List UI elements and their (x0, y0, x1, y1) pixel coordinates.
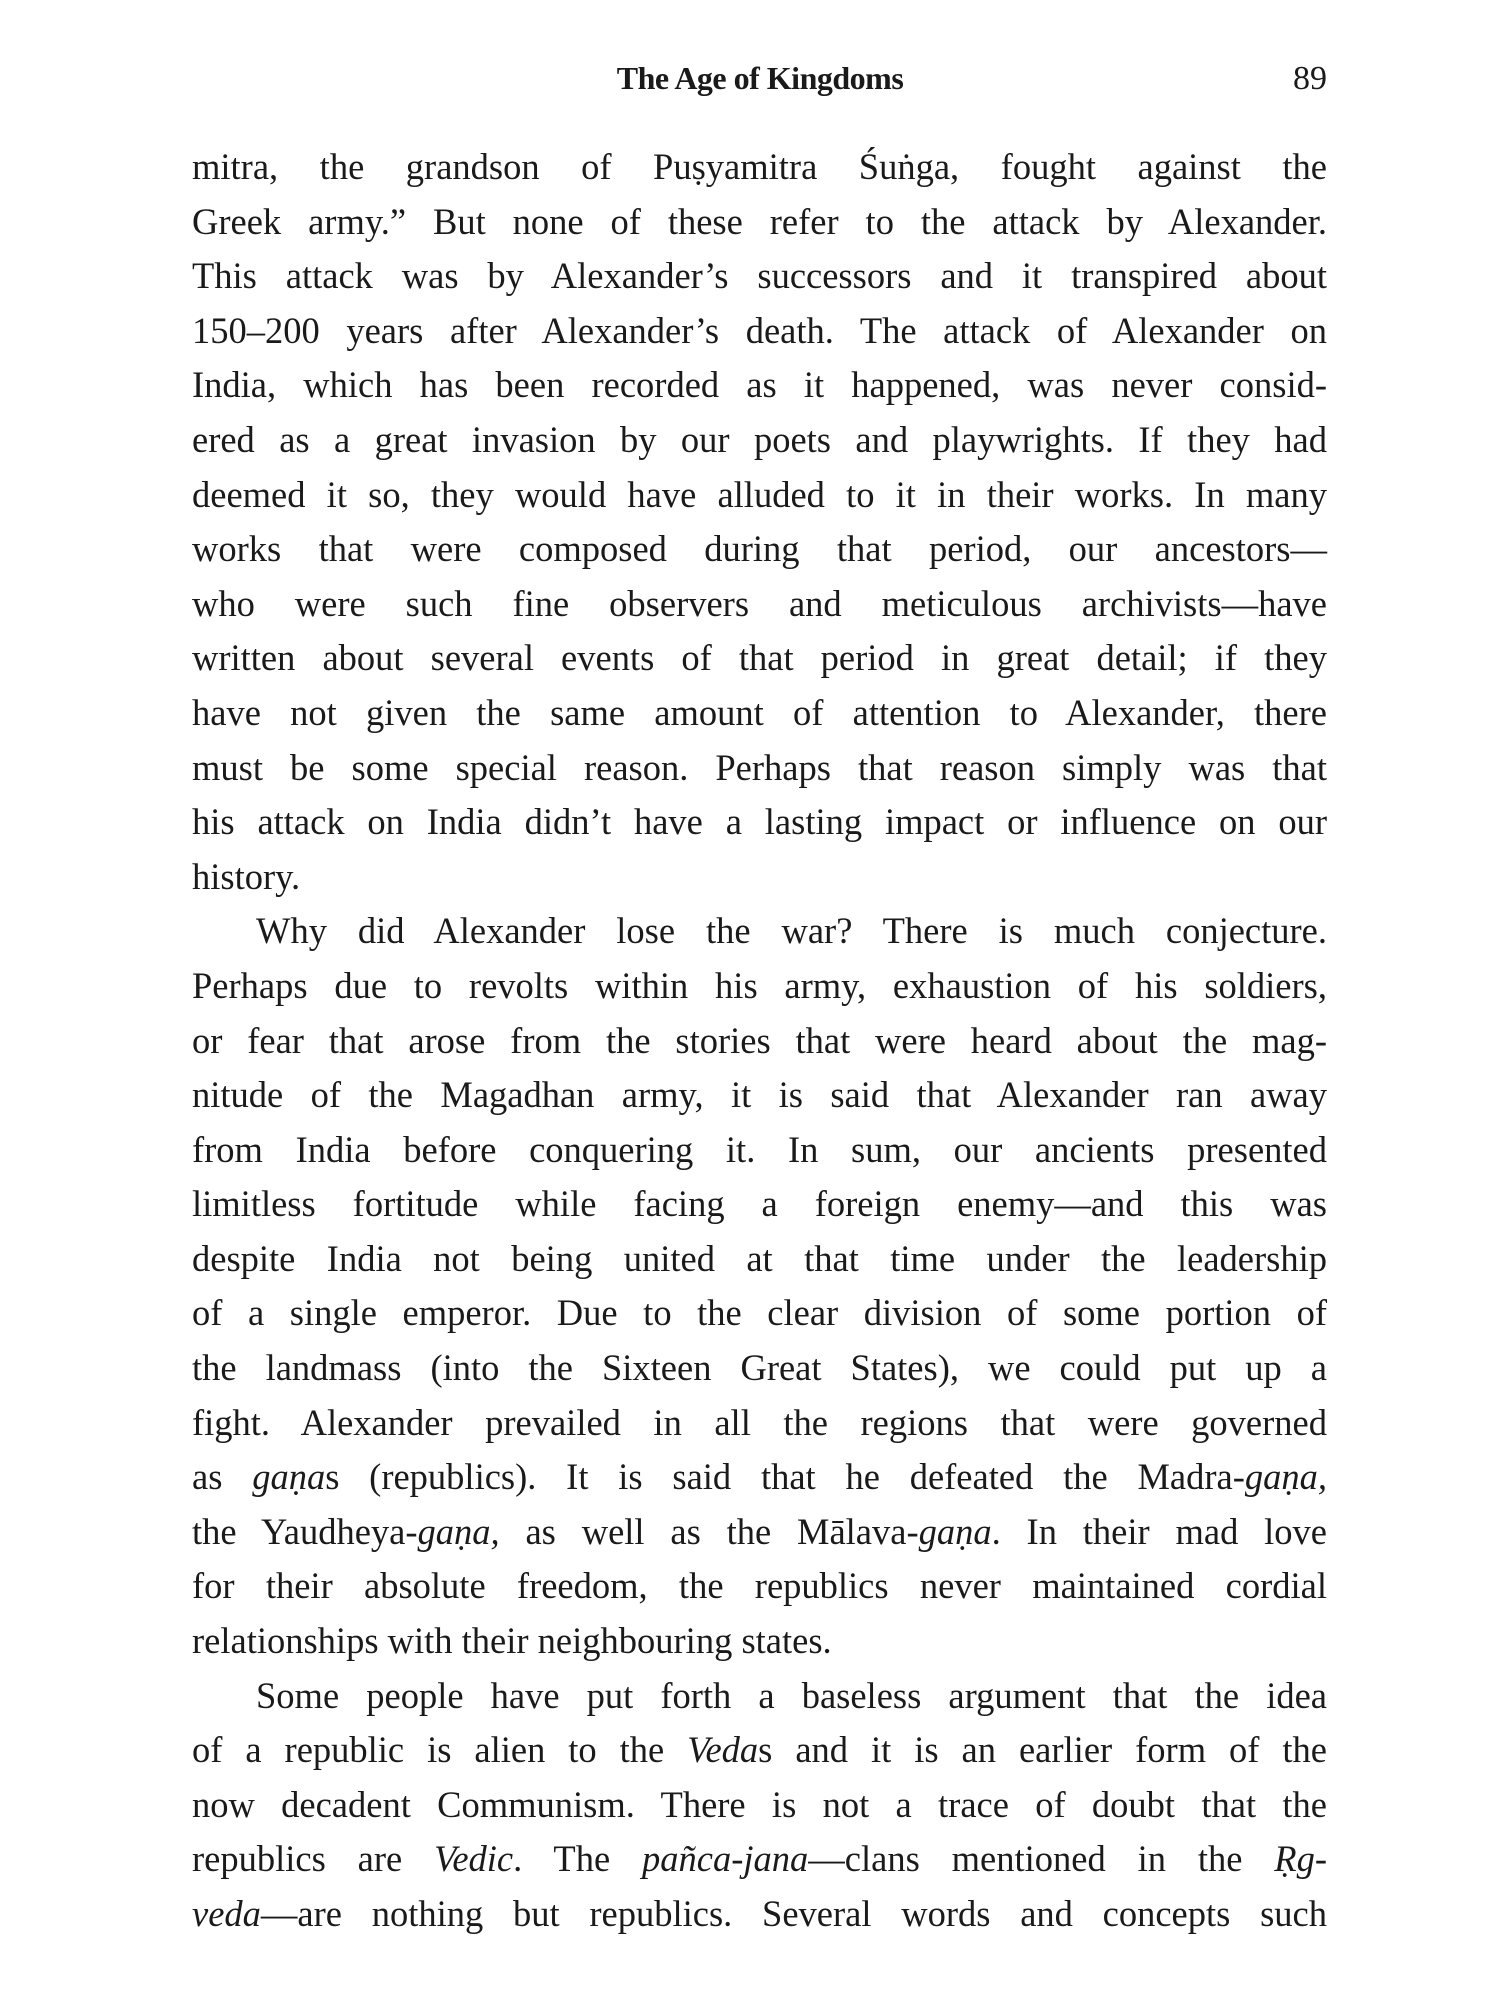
text-line (192, 1232, 1327, 1287)
text-segment: s (republics). It is said that he defeated the Madra- (325, 1456, 1245, 1498)
text-segment: Greek army.” But none of these refer to the attack by Alexander. (192, 200, 1327, 242)
text-segment: —are nothing but republics. Several words and concepts such (260, 1893, 1327, 1934)
text-line (192, 413, 1327, 468)
text-segment: despite India not being united at that time under the leadership (192, 1237, 1327, 1279)
text-segment: limitless fortitude while facing a foreign enemy—and this was (192, 1183, 1327, 1225)
text-segment: the Yaudheya- (192, 1510, 418, 1552)
text-line (192, 1286, 1327, 1341)
text-segment: of a single emperor. Due to the clear division of some portion of (192, 1292, 1327, 1334)
text-segment: his attack on India didn’t have a lasting impact or influence on our (192, 801, 1327, 843)
text-segment: have not given the same amount of attention to Alexander, there (192, 691, 1327, 733)
text-segment: from India before conquering it. In sum, our ancients presented (192, 1128, 1327, 1170)
text-line (192, 1450, 1327, 1505)
text-line (192, 1614, 1327, 1669)
italic-text-segment: Ṛg- (1274, 1838, 1327, 1880)
page-number: 89 (1293, 60, 1327, 97)
text-segment: now decadent Communism. There is not a trace of doubt that the (192, 1783, 1327, 1825)
text-line (192, 795, 1327, 850)
text-segment: deemed it so, they would have alluded to it in their works. In many (192, 473, 1327, 515)
text-segment: as well as the Mālava- (499, 1510, 919, 1552)
text-line (192, 1669, 1327, 1724)
italic-text-segment: gaṇa, (417, 1510, 500, 1552)
text-segment: 150–200 years after Alexander’s death. The attack of Alexander on (192, 309, 1327, 351)
text-line (192, 1505, 1327, 1560)
text-line (192, 1014, 1327, 1069)
text-segment: history. (192, 855, 301, 897)
text-line (192, 140, 1327, 195)
text-line (192, 686, 1327, 741)
text-segment: mitra, the grandson of Puṣyamitra Śuṅga, fought against the (192, 146, 1327, 187)
text-line (192, 358, 1327, 413)
text-segment: . The (513, 1838, 643, 1880)
text-segment: as (192, 1456, 253, 1498)
text-line (192, 1778, 1327, 1833)
text-line (192, 1723, 1327, 1778)
text-segment: India, which has been recorded as it happened, was never consid- (192, 364, 1327, 406)
text-segment: the landmass (into the Sixteen Great States), we could put up a (192, 1347, 1327, 1389)
text-segment: who were such fine observers and meticulous archivists—have (192, 582, 1327, 624)
text-segment: of a republic is alien to the (192, 1729, 688, 1771)
text-line (192, 249, 1327, 304)
text-segment: nitude of the Magadhan army, it is said that Alexander ran away (192, 1074, 1327, 1116)
text-segment: ered as a great invasion by our poets and playwrights. If they had (192, 418, 1327, 460)
text-segment: s and it is an earlier form of the (758, 1729, 1328, 1771)
text-segment: Perhaps due to revolts within his army, exhaustion of his soldiers, (192, 964, 1327, 1006)
running-header-title: The Age of Kingdoms (616, 60, 904, 96)
text-line (192, 1887, 1327, 1942)
text-segment: . In their mad love (991, 1510, 1327, 1552)
text-line (192, 904, 1327, 959)
italic-text-segment: Veda (687, 1729, 759, 1771)
body-text (192, 140, 1327, 1942)
text-segment: relationships with their neighbouring states. (192, 1620, 832, 1662)
italic-text-segment: pañca-jana (642, 1838, 809, 1880)
text-segment: written about several events of that period in great detail; if they (192, 637, 1327, 679)
text-segment: —clans mentioned in the (808, 1838, 1275, 1880)
text-segment: Some people have put forth a baseless argument that the idea (256, 1674, 1327, 1716)
text-segment: Why did Alexander lose the war? There is much conjecture. (256, 910, 1327, 952)
italic-text-segment: gaṇa (918, 1510, 992, 1552)
text-segment: works that were composed during that period, our ancestors— (192, 528, 1327, 570)
text-line (192, 1177, 1327, 1232)
text-line (192, 1068, 1327, 1123)
text-line (192, 304, 1327, 359)
text-line (192, 850, 1327, 905)
text-line (192, 1396, 1327, 1451)
text-line (192, 1341, 1327, 1396)
text-line (192, 195, 1327, 250)
italic-text-segment: gaṇa (252, 1456, 326, 1498)
text-line (192, 577, 1327, 632)
italic-text-segment: Vedic (434, 1838, 514, 1880)
text-line (192, 631, 1327, 686)
text-line (192, 1123, 1327, 1178)
text-line (192, 1559, 1327, 1614)
italic-text-segment: veda (192, 1893, 261, 1934)
text-segment: for their absolute freedom, the republics never maintained cordial (192, 1565, 1327, 1607)
text-segment: republics are (192, 1838, 435, 1880)
text-segment: or fear that arose from the stories that were heard about the mag- (192, 1019, 1327, 1061)
text-line (192, 468, 1327, 523)
text-segment: fight. Alexander prevailed in all the regions that were governed (192, 1401, 1327, 1443)
text-segment: must be some special reason. Perhaps that reason simply was that (192, 746, 1327, 788)
text-line (192, 1832, 1327, 1887)
text-segment: This attack was by Alexander’s successors and it transpired about (192, 255, 1327, 297)
text-line (192, 959, 1327, 1014)
text-line (192, 522, 1327, 577)
italic-text-segment: gaṇa, (1244, 1456, 1327, 1498)
text-line (192, 741, 1327, 796)
